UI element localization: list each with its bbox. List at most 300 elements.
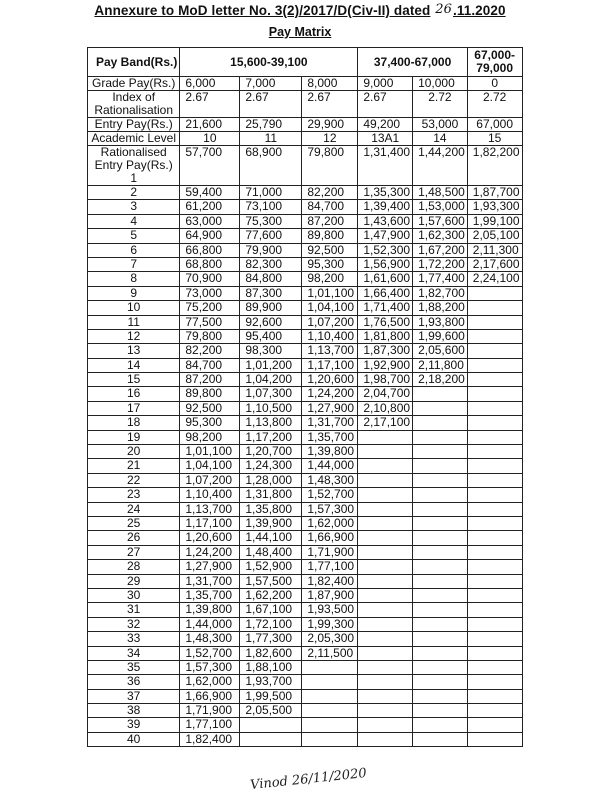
pay-cell <box>467 459 522 473</box>
pay-cell: 84,700 <box>180 358 240 372</box>
pay-cell <box>467 574 522 588</box>
pay-cell: 2,05,500 <box>240 704 302 718</box>
pay-cell <box>413 632 468 646</box>
pay-cell: 1,07,200 <box>180 473 240 487</box>
level-number: 31 <box>88 603 180 617</box>
pay-cell: 84,700 <box>302 200 358 214</box>
pay-cell <box>413 401 468 415</box>
pay-cell <box>358 704 413 718</box>
pay-cell: 1,43,600 <box>358 214 413 228</box>
pay-cell: 1,76,500 <box>358 315 413 329</box>
pay-cell: 1,17,100 <box>180 516 240 530</box>
level-number: 8 <box>88 272 180 286</box>
grade-pay-cell: 6,000 <box>180 77 240 91</box>
level-rows <box>88 186 523 747</box>
pay-cell: 68,800 <box>180 257 240 271</box>
pay-cell: 1,01,100 <box>302 286 358 300</box>
pay-cell: 79,800 <box>180 329 240 343</box>
table-row <box>88 416 523 430</box>
pay-cell: 1,07,300 <box>240 387 302 401</box>
table-row <box>88 488 523 502</box>
pay-cell: 1,57,600 <box>413 214 468 228</box>
pay-cell <box>413 560 468 574</box>
pay-band-1: 15,600-39,100 <box>180 48 358 77</box>
table-row <box>88 588 523 602</box>
pay-cell: 1,99,600 <box>413 329 468 343</box>
pay-cell: 1,20,600 <box>180 531 240 545</box>
entry-pay-cell: 53,000 <box>413 118 468 132</box>
table-row <box>88 732 523 746</box>
pay-cell: 57,700 <box>180 146 240 186</box>
pay-cell: 1,57,500 <box>240 574 302 588</box>
level-number: 26 <box>88 531 180 545</box>
pay-cell <box>413 545 468 559</box>
pay-cell: 1,72,200 <box>413 257 468 271</box>
pay-cell <box>413 732 468 746</box>
table-row <box>88 214 523 228</box>
index-cell: 2.72 <box>413 91 468 118</box>
title-date-handwritten: 26 <box>435 2 452 17</box>
pay-cell: 64,900 <box>180 229 240 243</box>
pay-cell: 1,35,700 <box>302 430 358 444</box>
pay-cell <box>467 531 522 545</box>
pay-cell: 1,66,900 <box>180 689 240 703</box>
pay-cell: 1,20,600 <box>302 373 358 387</box>
pay-cell: 2,24,100 <box>467 272 522 286</box>
pay-cell: 1,10,400 <box>180 488 240 502</box>
table-row <box>88 704 523 718</box>
pay-cell <box>358 430 413 444</box>
pay-cell: 98,200 <box>180 430 240 444</box>
pay-cell: 1,31,400 <box>358 146 413 186</box>
pay-cell: 82,200 <box>302 186 358 200</box>
pay-cell <box>467 632 522 646</box>
pay-cell: 1,01,100 <box>180 445 240 459</box>
pay-cell: 1,13,800 <box>240 416 302 430</box>
level-number: 15 <box>88 373 180 387</box>
pay-cell: 1,13,700 <box>180 502 240 516</box>
pay-cell <box>358 560 413 574</box>
pay-cell: 1,87,300 <box>358 344 413 358</box>
table-row <box>88 675 523 689</box>
pay-cell <box>467 545 522 559</box>
document-title <box>0 3 600 19</box>
pay-cell: 1,48,300 <box>302 473 358 487</box>
pay-cell <box>358 488 413 502</box>
pay-cell: 1,24,200 <box>180 545 240 559</box>
pay-cell: 1,53,000 <box>413 200 468 214</box>
pay-cell <box>413 617 468 631</box>
pay-cell: 1,07,200 <box>302 315 358 329</box>
level-number: 13 <box>88 344 180 358</box>
pay-cell <box>467 689 522 703</box>
pay-cell: 66,800 <box>180 243 240 257</box>
pay-cell: 1,10,500 <box>240 401 302 415</box>
pay-cell: 1,52,900 <box>240 560 302 574</box>
pay-cell: 1,17,200 <box>240 430 302 444</box>
entry-pay-label: Entry Pay(Rs.) <box>88 118 180 132</box>
pay-cell: 1,35,800 <box>240 502 302 516</box>
pay-cell: 2,18,200 <box>413 373 468 387</box>
pay-cell <box>240 718 302 732</box>
pay-cell: 1,39,900 <box>240 516 302 530</box>
pay-cell: 1,82,400 <box>302 574 358 588</box>
pay-cell: 82,200 <box>180 344 240 358</box>
pay-cell <box>358 732 413 746</box>
pay-cell: 1,57,300 <box>180 660 240 674</box>
pay-cell: 1,27,900 <box>302 401 358 415</box>
pay-cell: 89,800 <box>302 229 358 243</box>
pay-cell <box>358 502 413 516</box>
academic-level-cell: 12 <box>302 132 358 146</box>
academic-level-cell: 15 <box>467 132 522 146</box>
pay-cell: 1,71,900 <box>180 704 240 718</box>
pay-cell: 2,05,300 <box>302 632 358 646</box>
pay-cell <box>413 416 468 430</box>
pay-cell <box>467 516 522 530</box>
pay-cell <box>467 473 522 487</box>
pay-cell: 1,39,800 <box>302 445 358 459</box>
level-number: 39 <box>88 718 180 732</box>
pay-cell: 59,400 <box>180 186 240 200</box>
level-number: 34 <box>88 646 180 660</box>
table-row <box>88 430 523 444</box>
level-number: 29 <box>88 574 180 588</box>
level-number: 27 <box>88 545 180 559</box>
pay-cell: 61,200 <box>180 200 240 214</box>
pay-band-2: 37,400-67,000 <box>358 48 467 77</box>
table-row <box>88 574 523 588</box>
pay-cell <box>467 387 522 401</box>
pay-cell: 68,900 <box>240 146 302 186</box>
pay-cell: 1,62,300 <box>413 229 468 243</box>
pay-cell <box>358 459 413 473</box>
pay-cell: 98,200 <box>302 272 358 286</box>
handwritten-signature: Vinod 26/11/2020 <box>249 765 368 794</box>
pay-cell: 1,93,800 <box>413 315 468 329</box>
pay-cell: 79,900 <box>240 243 302 257</box>
pay-cell <box>467 315 522 329</box>
pay-band-label: Pay Band(Rs.) <box>88 48 180 77</box>
pay-cell <box>467 646 522 660</box>
pay-cell: 1,77,400 <box>413 272 468 286</box>
level-number: 6 <box>88 243 180 257</box>
pay-cell: 1,39,400 <box>358 200 413 214</box>
pay-cell: 1,44,100 <box>240 531 302 545</box>
pay-cell: 95,300 <box>180 416 240 430</box>
pay-cell <box>358 516 413 530</box>
table-row <box>88 459 523 473</box>
pay-cell <box>467 445 522 459</box>
pay-cell: 1,99,300 <box>302 617 358 631</box>
index-cell: 2.67 <box>180 91 240 118</box>
level-number: 37 <box>88 689 180 703</box>
table-row <box>88 186 523 200</box>
academic-level-cell: 13A1 <box>358 132 413 146</box>
pay-cell <box>467 560 522 574</box>
pay-cell: 1,81,800 <box>358 329 413 343</box>
pay-cell <box>467 358 522 372</box>
table-row <box>88 329 523 343</box>
table-row <box>88 632 523 646</box>
pay-cell: 70,900 <box>180 272 240 286</box>
level-number: 3 <box>88 200 180 214</box>
table-row <box>88 689 523 703</box>
pay-cell: 1,67,200 <box>413 243 468 257</box>
pay-cell <box>467 617 522 631</box>
pay-cell <box>358 588 413 602</box>
table-row <box>88 229 523 243</box>
pay-cell <box>358 473 413 487</box>
pay-cell: 1,39,800 <box>180 603 240 617</box>
pay-cell: 1,82,400 <box>180 732 240 746</box>
pay-cell: 1,71,900 <box>302 545 358 559</box>
level-number: 9 <box>88 286 180 300</box>
pay-cell: 87,200 <box>302 214 358 228</box>
table-row <box>88 545 523 559</box>
level-number: 32 <box>88 617 180 631</box>
pay-cell: 1,47,900 <box>358 229 413 243</box>
pay-cell <box>358 603 413 617</box>
table-row <box>88 516 523 530</box>
pay-cell: 1,52,700 <box>180 646 240 660</box>
pay-cell <box>358 531 413 545</box>
grade-pay-cell: 0 <box>467 77 522 91</box>
pay-cell: 1,61,600 <box>358 272 413 286</box>
pay-cell <box>413 430 468 444</box>
table-row <box>88 286 523 300</box>
pay-cell: 1,77,300 <box>240 632 302 646</box>
pay-cell: 1,62,200 <box>240 588 302 602</box>
level-number: 22 <box>88 473 180 487</box>
document-subtitle: Pay Matrix <box>268 25 332 39</box>
pay-cell: 1,93,500 <box>302 603 358 617</box>
pay-cell: 1,88,100 <box>240 660 302 674</box>
pay-cell: 1,87,900 <box>302 588 358 602</box>
table-row <box>88 272 523 286</box>
level-number: 10 <box>88 301 180 315</box>
pay-cell <box>413 588 468 602</box>
table-row <box>88 243 523 257</box>
academic-level-cell: 11 <box>240 132 302 146</box>
pay-cell <box>413 689 468 703</box>
pay-cell <box>467 660 522 674</box>
table-row <box>88 660 523 674</box>
pay-cell: 1,71,400 <box>358 301 413 315</box>
grade-pay-row <box>88 77 523 91</box>
title-prefix: Annexure to MoD letter No. 3(2)/2017/D(Civ-II) dated <box>94 3 431 18</box>
pay-cell <box>413 646 468 660</box>
level-number: 35 <box>88 660 180 674</box>
pay-cell: 1,10,400 <box>302 329 358 343</box>
pay-cell: 92,500 <box>180 401 240 415</box>
pay-cell: 1,04,100 <box>180 459 240 473</box>
pay-cell: 87,200 <box>180 373 240 387</box>
pay-cell: 1,17,100 <box>302 358 358 372</box>
pay-cell: 95,400 <box>240 329 302 343</box>
academic-level-cell: 14 <box>413 132 468 146</box>
grade-pay-cell: 8,000 <box>302 77 358 91</box>
pay-cell <box>302 660 358 674</box>
pay-cell: 92,600 <box>240 315 302 329</box>
pay-cell <box>467 588 522 602</box>
rationalised-label <box>88 146 180 186</box>
table-row <box>88 603 523 617</box>
level-number: 19 <box>88 430 180 444</box>
pay-cell: 1,44,200 <box>413 146 468 186</box>
index-cell: 2.67 <box>240 91 302 118</box>
pay-cell: 1,27,900 <box>180 560 240 574</box>
pay-cell: 1,98,700 <box>358 373 413 387</box>
pay-cell: 71,000 <box>240 186 302 200</box>
pay-cell: 2,05,600 <box>413 344 468 358</box>
pay-cell: 1,48,500 <box>413 186 468 200</box>
pay-cell: 77,600 <box>240 229 302 243</box>
table-row <box>88 445 523 459</box>
pay-cell <box>302 718 358 732</box>
pay-cell: 82,300 <box>240 257 302 271</box>
academic-level-row <box>88 132 523 146</box>
pay-cell: 1,88,200 <box>413 301 468 315</box>
pay-cell <box>358 545 413 559</box>
pay-cell: 1,01,200 <box>240 358 302 372</box>
level-number: 40 <box>88 732 180 746</box>
pay-cell: 63,000 <box>180 214 240 228</box>
level-number: 33 <box>88 632 180 646</box>
table-row <box>88 718 523 732</box>
pay-cell: 98,300 <box>240 344 302 358</box>
level-number: 18 <box>88 416 180 430</box>
pay-matrix-table <box>87 47 523 747</box>
pay-cell: 2,10,800 <box>358 401 413 415</box>
pay-cell: 1,31,700 <box>180 574 240 588</box>
pay-cell <box>240 732 302 746</box>
pay-cell <box>358 646 413 660</box>
pay-cell: 1,82,600 <box>240 646 302 660</box>
pay-cell: 1,24,200 <box>302 387 358 401</box>
pay-cell: 2,11,300 <box>467 243 522 257</box>
pay-cell <box>413 704 468 718</box>
pay-cell <box>413 488 468 502</box>
level-number: 36 <box>88 675 180 689</box>
pay-cell: 87,300 <box>240 286 302 300</box>
pay-cell: 79,800 <box>302 146 358 186</box>
pay-cell <box>358 689 413 703</box>
table-row <box>88 387 523 401</box>
pay-cell <box>358 617 413 631</box>
pay-cell <box>413 502 468 516</box>
pay-cell: 2,04,700 <box>358 387 413 401</box>
level-number: 17 <box>88 401 180 415</box>
pay-cell <box>413 473 468 487</box>
level-number: 25 <box>88 516 180 530</box>
pay-cell <box>413 603 468 617</box>
entry-pay-cell: 25,790 <box>240 118 302 132</box>
pay-cell <box>467 430 522 444</box>
pay-band-3: 67,000-79,000 <box>467 48 522 77</box>
index-row <box>88 91 523 118</box>
pay-cell: 1,24,300 <box>240 459 302 473</box>
pay-cell: 1,28,000 <box>240 473 302 487</box>
entry-pay-cell: 21,600 <box>180 118 240 132</box>
pay-cell <box>302 704 358 718</box>
pay-cell <box>467 488 522 502</box>
pay-cell: 1,62,000 <box>180 675 240 689</box>
pay-cell: 2,05,100 <box>467 229 522 243</box>
pay-cell: 2,17,100 <box>358 416 413 430</box>
level-number: 16 <box>88 387 180 401</box>
pay-cell <box>467 732 522 746</box>
level-number: 7 <box>88 257 180 271</box>
pay-cell <box>358 660 413 674</box>
pay-cell: 2,11,500 <box>302 646 358 660</box>
pay-cell <box>302 732 358 746</box>
pay-cell <box>358 574 413 588</box>
index-cell: 2.72 <box>467 91 522 118</box>
pay-cell <box>302 689 358 703</box>
level-number: 20 <box>88 445 180 459</box>
level-number: 1 <box>130 171 138 185</box>
pay-cell <box>413 718 468 732</box>
table-row <box>88 373 523 387</box>
pay-cell: 84,800 <box>240 272 302 286</box>
pay-cell <box>467 502 522 516</box>
pay-cell: 1,35,700 <box>180 588 240 602</box>
entry-pay-cell: 49,200 <box>358 118 413 132</box>
level-number: 4 <box>88 214 180 228</box>
pay-cell: 1,67,100 <box>240 603 302 617</box>
level-number: 14 <box>88 358 180 372</box>
index-label: Index of Rationalisation <box>88 91 180 118</box>
rationalised-label-text: Rationalised Entry Pay(Rs.) <box>94 145 173 172</box>
pay-cell <box>413 516 468 530</box>
pay-cell: 1,52,300 <box>358 243 413 257</box>
pay-cell <box>467 675 522 689</box>
pay-cell: 1,56,900 <box>358 257 413 271</box>
table-row <box>88 344 523 358</box>
table-row <box>88 617 523 631</box>
pay-cell: 1,77,100 <box>180 718 240 732</box>
pay-cell <box>467 416 522 430</box>
pay-cell: 95,300 <box>302 257 358 271</box>
pay-cell: 2,11,800 <box>413 358 468 372</box>
grade-pay-cell: 7,000 <box>240 77 302 91</box>
table-row <box>88 473 523 487</box>
level-number: 5 <box>88 229 180 243</box>
pay-cell: 1,04,100 <box>302 301 358 315</box>
pay-cell: 1,44,000 <box>302 459 358 473</box>
table-row <box>88 401 523 415</box>
pay-cell: 1,99,500 <box>240 689 302 703</box>
pay-cell: 1,66,400 <box>358 286 413 300</box>
entry-pay-cell: 29,900 <box>302 118 358 132</box>
entry-pay-cell: 67,000 <box>467 118 522 132</box>
pay-cell: 89,800 <box>180 387 240 401</box>
table-row <box>88 200 523 214</box>
pay-cell: 1,44,000 <box>180 617 240 631</box>
grade-pay-cell: 10,000 <box>413 77 468 91</box>
grade-pay-label: Grade Pay(Rs.) <box>88 77 180 91</box>
pay-cell <box>413 445 468 459</box>
pay-cell <box>467 344 522 358</box>
pay-cell <box>467 718 522 732</box>
pay-cell: 1,87,700 <box>467 186 522 200</box>
pay-cell: 1,62,000 <box>302 516 358 530</box>
pay-cell <box>467 373 522 387</box>
table-row <box>88 315 523 329</box>
pay-cell <box>467 301 522 315</box>
table-row <box>88 502 523 516</box>
